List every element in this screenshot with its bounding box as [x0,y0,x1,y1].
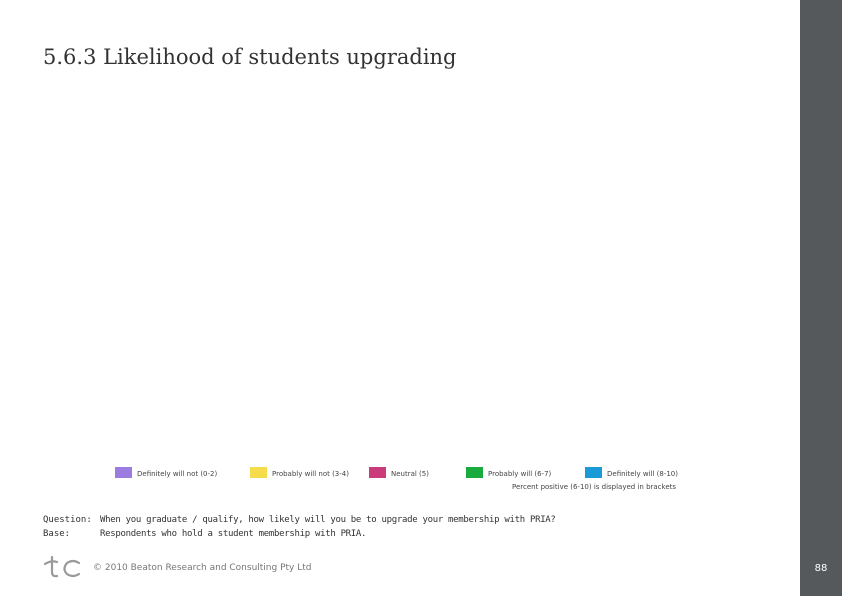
legend-label: Definitely will (8-10) [607,469,678,478]
page-number: 88 [814,563,828,574]
legend-swatch [466,467,483,478]
question-text: When you graduate / qualify, how likely will you be to upgrade your membership with PRIA? [100,515,556,525]
legend-note: Percent positive (6-10) is displayed in brackets [512,483,677,491]
legend-item-probably-will [466,466,551,478]
base-label: Base: [43,529,71,539]
legend-item-definitely-will-not [115,466,217,478]
legend-label: Definitely will not (0-2) [137,469,218,478]
legend-swatch [585,467,602,478]
legend-swatch [369,467,386,478]
side-bar [800,0,842,596]
legend-item-probably-will-not [250,466,349,478]
legend-label: Probably will (6-7) [488,469,552,478]
legend-swatch [250,467,267,478]
legend-label: Neutral (5) [391,469,429,478]
legend-item-neutral [369,466,429,478]
question-label: Question: [43,515,92,525]
copyright-text: © 2010 Beaton Research and Consulting Pty Ltd [93,563,312,573]
legend-swatch [115,467,132,478]
page-title: 5.6.3 Likelihood of students upgrading [43,45,457,69]
legend-item-definitely-will [585,466,678,478]
base-text: Respondents who hold a student membership with PRIA. [100,529,367,539]
beaton-logo-icon [43,556,83,580]
legend-label: Probably will not (3-4) [272,469,349,478]
